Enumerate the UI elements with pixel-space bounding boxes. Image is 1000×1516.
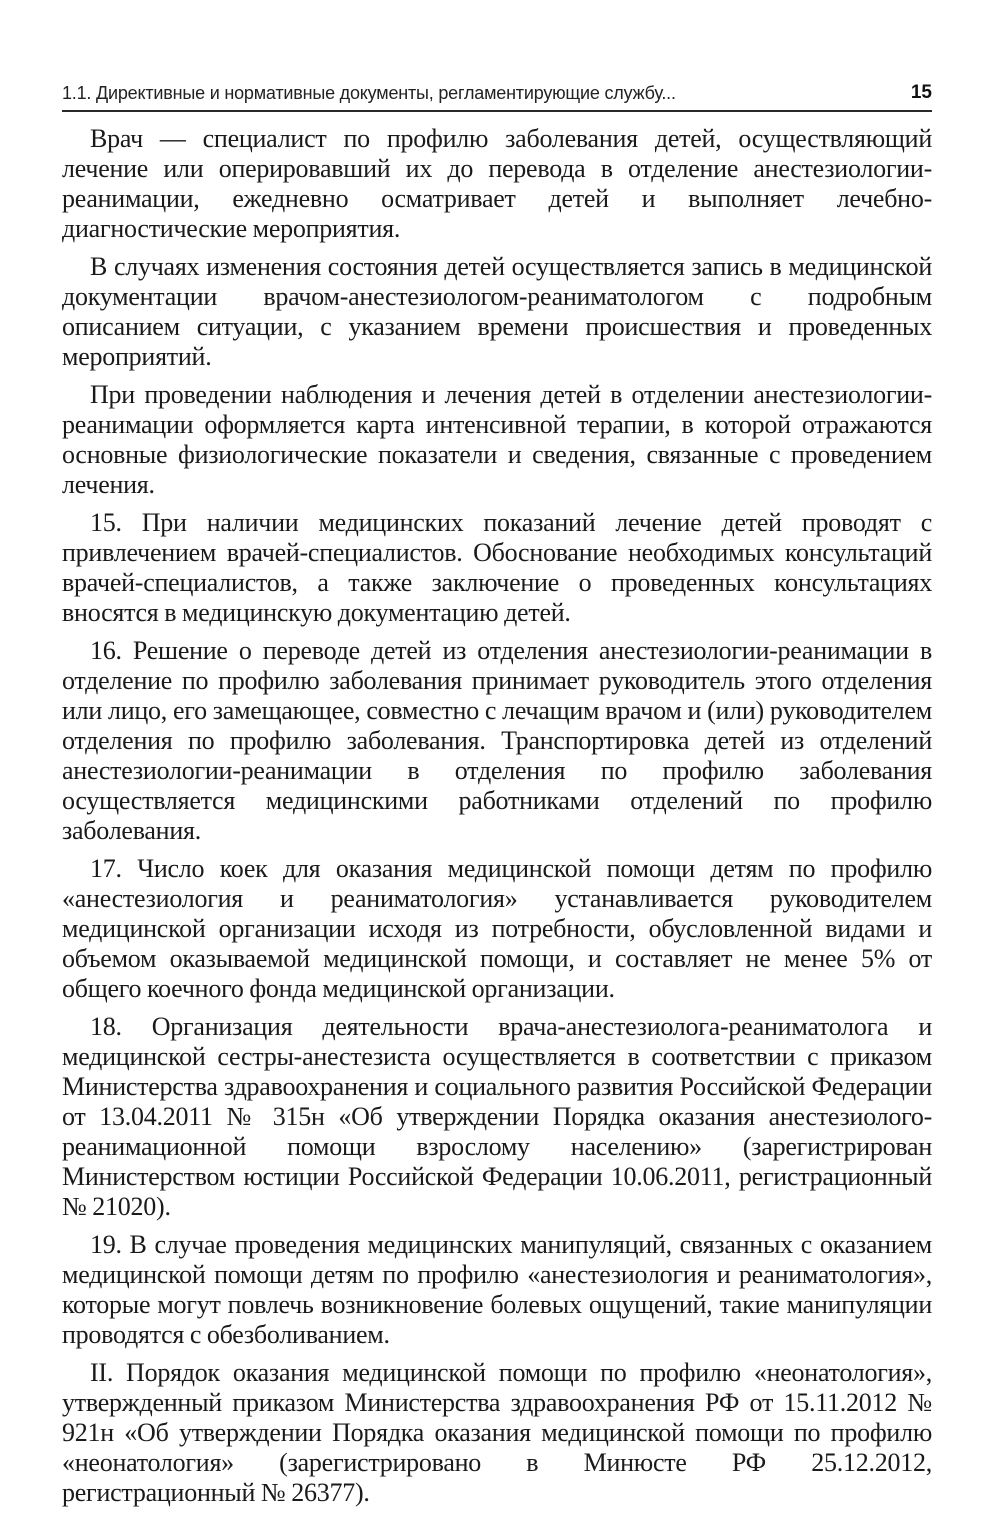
- paragraph-doctor-duties: Врач — специалист по профилю заболевания детей, осуществляющий лечение или оперировавший их до перевода в отделение анестезиологии-реанимации, ежедневно осматривает детей и выполняет лечебно-диагностические мероприятия.: [62, 124, 932, 243]
- paragraph-item-16: 16. Решение о переводе детей из отделения анестезиологии-реанимации в отделение по профилю заболевания принимает руководитель этого отделения или лицо, его замещающее, совместно с лечащим врачом и (или) руководителем отделения по профилю заболевания. Транспортировка детей из отделений анестезиологии-реанимации в отделения по профилю заболевания осуществляется медицинскими работниками отделений по профилю заболевания.: [62, 636, 932, 845]
- paragraph-item-17: 17. Число коек для оказания медицинской помощи детям по профилю «анестезиология и реаниматология» устанавливается руководителем медицинской организации исходя из потребности, обусловленной видами и объемом оказываемой медицинской помощи, и составляет не менее 5% от общего коечного фонда медицинской организации.: [62, 854, 932, 1003]
- body-text: [62, 124, 932, 1516]
- page-number: 15: [910, 82, 932, 103]
- paragraph-condition-changes: В случаях изменения состояния детей осуществляется запись в медицинской документации врачом-анестезиологом-реаниматологом с подробным описанием ситуации, с указанием времени происшествия и проведенных мероприятий.: [62, 252, 932, 371]
- running-head: 1.1. Директивные и нормативные документы, регламентирующие службу...: [62, 82, 676, 103]
- page-header: [62, 76, 932, 112]
- paragraph-section-ii: II. Порядок оказания медицинской помощи по профилю «неонатология», утвержденный приказом Министерства здравоохранения РФ от 15.11.2012 № 921н «Об утверждении Порядка оказания медицинской помощи по профилю «неонатология» (зарегистрировано в Минюсте РФ 25.12.2012, регистрационный № 26377).: [62, 1358, 932, 1507]
- paragraph-item-19: 19. В случае проведения медицинских манипуляций, связанных с оказанием медицинской помощи детям по профилю «анестезиология и реаниматология», которые могут повлечь возникновение болевых ощущений, такие манипуляции проводятся с обезболиванием.: [62, 1230, 932, 1349]
- paragraph-item-18: 18. Организация деятельности врача-анестезиолога-реаниматолога и медицинской сестры-анестезиста осуществляется в соответствии с приказом Министерства здравоохранения и социального развития Российской Федерации от 13.04.2011 № 315н «Об утверждении Порядка оказания анестезиолого-реанимационной помощи взрослому населению» (зарегистрирован Министерством юстиции Российской Федерации 10.06.2011, регистрационный № 21020).: [62, 1012, 932, 1221]
- paragraph-item-15: 15. При наличии медицинских показаний лечение детей проводят с привлечением врачей-специалистов. Обоснование необходимых консультаций врачей-специалистов, а также заключение о проведенных консультациях вносятся в медицинскую документацию детей.: [62, 508, 932, 627]
- paragraph-intensive-care-card: При проведении наблюдения и лечения детей в отделении анестезиологии-реанимации оформляется карта интенсивной терапии, в которой отражаются основные физиологические показатели и сведения, связанные с проведением лечения.: [62, 380, 932, 499]
